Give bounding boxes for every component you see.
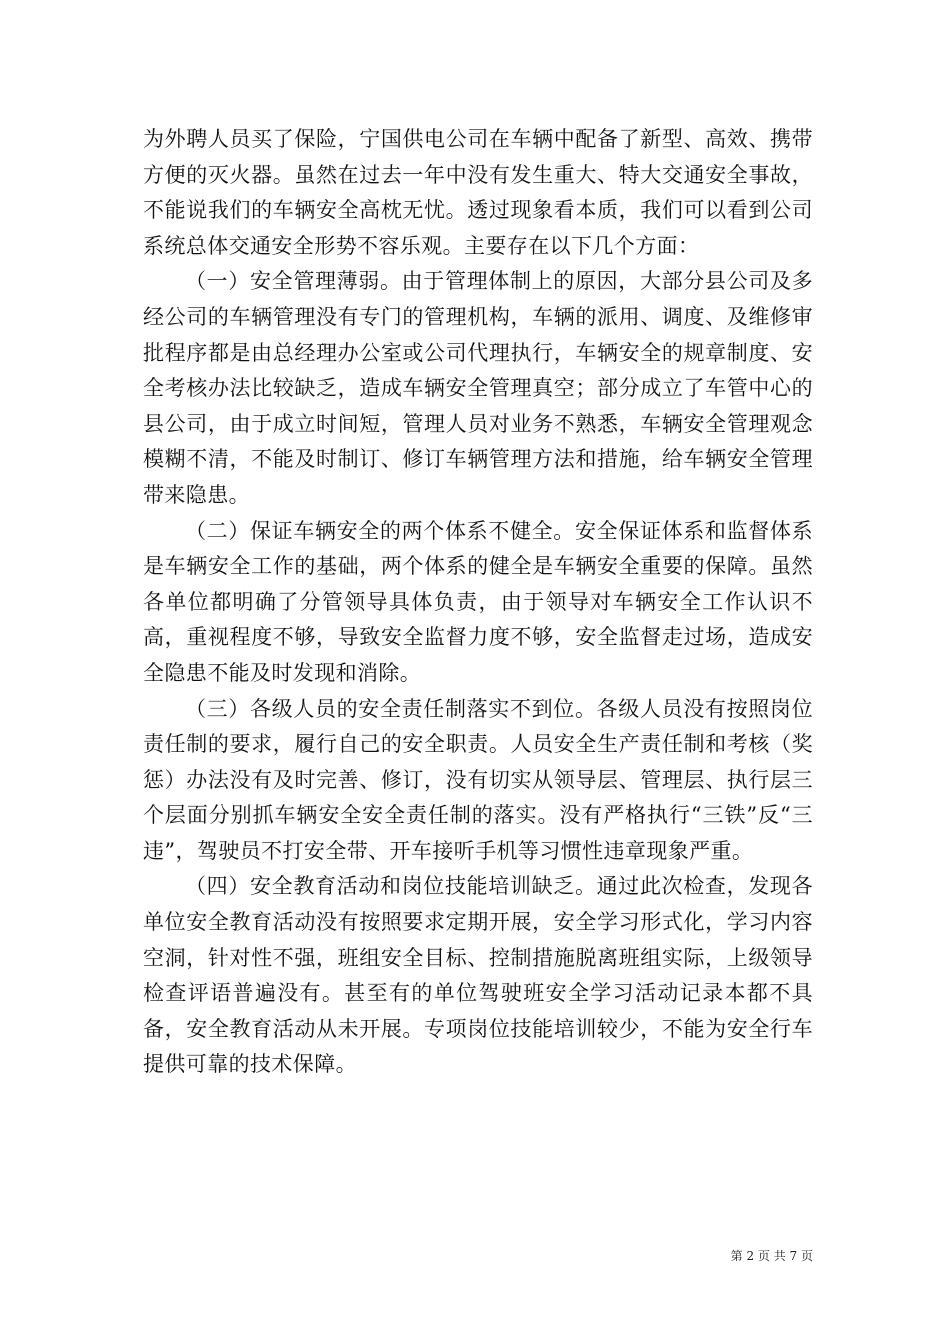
- page-number: 第 2 页 共 7 页: [730, 1249, 813, 1263]
- paragraph-section-2: （二）保证车辆安全的两个体系不健全。安全保证体系和监督体系是车辆安全工作的基础，两个体系的健全是车辆安全重要的保障。虽然各单位都明确了分管领导具体负责，由于领导对车辆安全工作认识不高，重视程度不够，导致安全监督力度不够，安全监督走过场，造成安全隐患不能及时发现和消除。: [143, 518, 813, 685]
- paragraph-continuation: 为外聘人员买了保险，宁国供电公司在车辆中配备了新型、高效、携带方便的灭火器。虽然在过去一年中没有发生重大、特大交通安全事故，不能说我们的车辆安全高枕无忧。透过现象看本质，我们可以看到公司系统总体交通安全形势不容乐观。主要存在以下几个方面：: [143, 127, 813, 258]
- document-body: [143, 122, 813, 1083]
- paragraph-section-3: （三）各级人员的安全责任制落实不到位。各级人员没有按照岗位责任制的要求，履行自己的安全职责。人员安全生产责任制和考核（奖惩）办法没有及时完善、修订，没有切实从领导层、管理层、执行层三个层面分别抓车辆安全安全责任制的落实。没有严格执行“三铁”反“三违”，驾驶员不打安全带、开车接听手机等习惯性违章现象严重。: [143, 696, 813, 863]
- paragraph-section-4: （四）安全教育活动和岗位技能培训缺乏。通过此次检查，发现各单位安全教育活动没有按照要求定期开展，安全学习形式化，学习内容空洞，针对性不强，班组安全目标、控制措施脱离班组实际，上级领导检查评语普遍没有。甚至有的单位驾驶班安全学习活动记录本都不具备，安全教育活动从未开展。专项岗位技能培训较少，不能为安全行车提供可靠的技术保障。: [143, 874, 813, 1077]
- paragraph-section-1: （一）安全管理薄弱。由于管理体制上的原因，大部分县公司及多经公司的车辆管理没有专门的管理机构，车辆的派用、调度、及维修审批程序都是由总经理办公室或公司代理执行，车辆安全的规章制度、安全考核办法比较缺乏，造成车辆安全管理真空；部分成立了车管中心的县公司，由于成立时间短，管理人员对业务不熟悉，车辆安全管理观念模糊不清，不能及时制订、修订车辆管理方法和措施，给车辆安全管理带来隐患。: [143, 269, 813, 507]
